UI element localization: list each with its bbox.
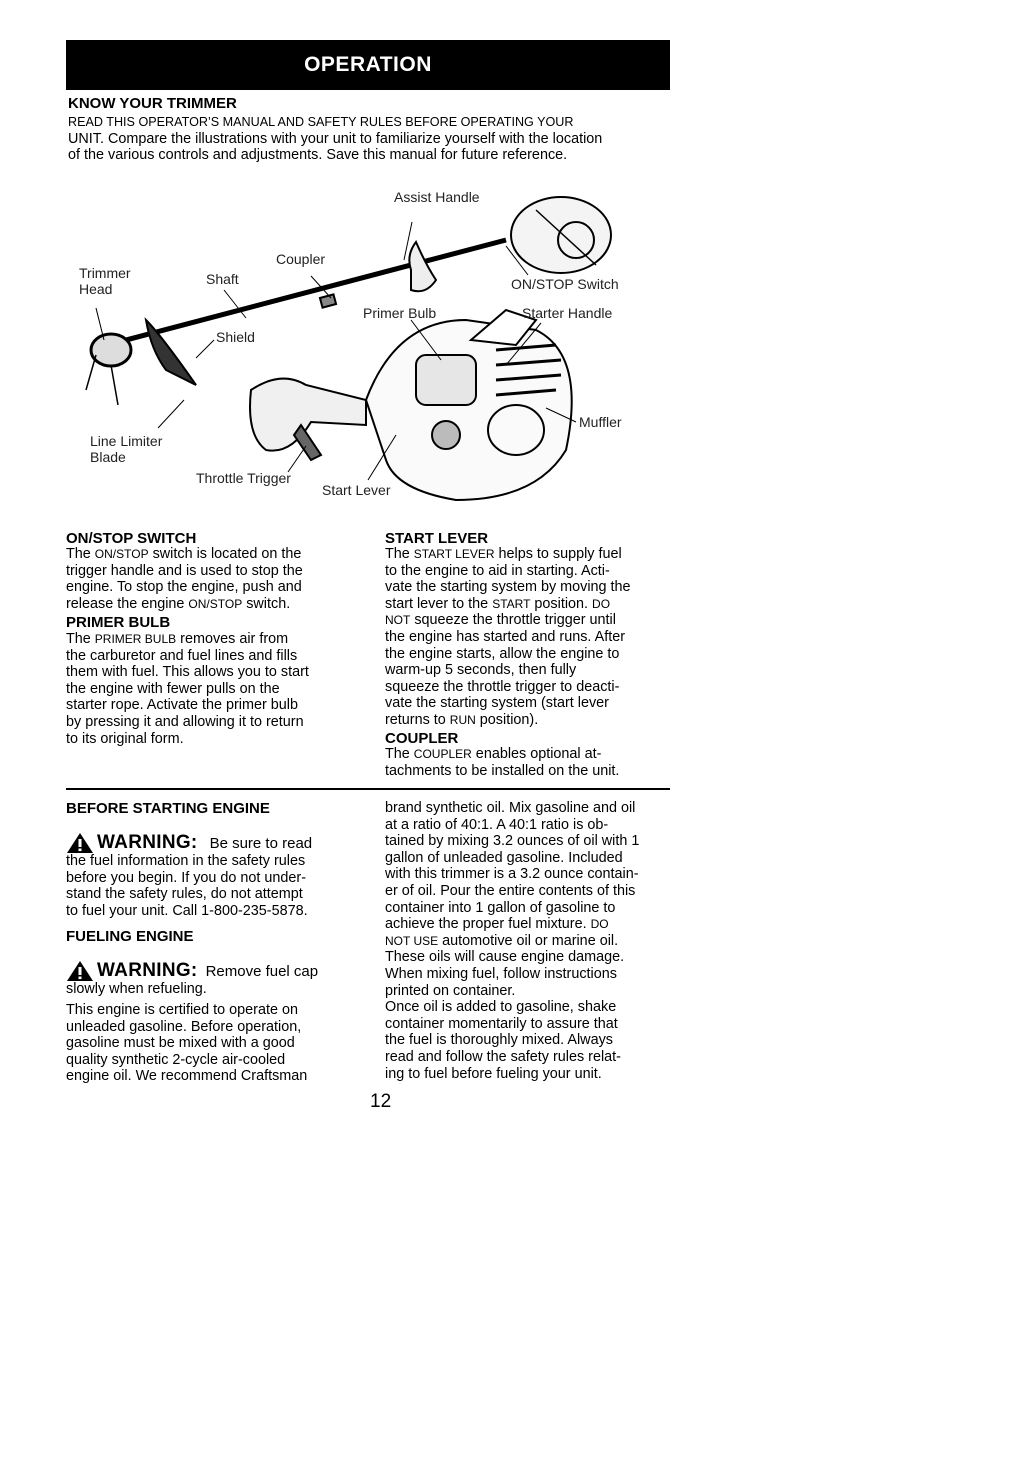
section-title: OPERATION (304, 53, 432, 76)
warning-icon (66, 832, 94, 854)
before-warning (66, 832, 312, 854)
label-coupler: Coupler (276, 251, 326, 267)
text-line: er of oil. Pour the entire contents of this (385, 882, 636, 899)
warning-text: Remove fuel cap (205, 962, 319, 980)
small-caps-term: START (492, 596, 531, 611)
text-line: read and follow the safety rules relat- (385, 1048, 621, 1065)
text-line: container into 1 gallon of gasoline to (385, 899, 616, 916)
text-line: Once oil is added to gasoline, shake (385, 999, 617, 1016)
small-caps-term: ON/STOP (94, 547, 149, 561)
small-caps-term: ON/STOP (188, 596, 243, 611)
text-line: gasoline must be mixed with a good (66, 1035, 295, 1052)
text-line: engine oil. We recommend Craftsman (66, 1068, 308, 1085)
text-line: achieve the proper fuel mixture. DO (385, 916, 609, 933)
fueling-warning-continued (66, 981, 366, 998)
label-throttle-trigger: Throttle Trigger (196, 470, 291, 486)
label-trimmer-head-line2: Head (79, 281, 113, 297)
warning-text: Be sure to read (209, 834, 313, 852)
text-line: vate the starting system by moving the (385, 579, 631, 596)
before-text (66, 853, 366, 919)
text-line: slowly when refueling. (66, 981, 207, 997)
small-caps-term: RUN (449, 712, 476, 727)
text-line: trigger handle and is used to stop the (66, 562, 303, 579)
text-line: squeeze the throttle trigger to deacti- (385, 678, 620, 695)
text-line: vate the starting system (start lever (385, 695, 609, 712)
label-onstop-switch: ON/STOP Switch (511, 276, 619, 292)
start-lever-text (385, 546, 685, 729)
text-line: The COUPLER enables optional at- (385, 746, 602, 762)
text-line: to the engine to aid in starting. Acti- (385, 562, 610, 579)
coupler-text (385, 746, 685, 779)
text-line: with this trimmer is a 3.2 ounce contain- (385, 866, 639, 883)
text-line: engine. To stop the engine, push and (66, 579, 302, 596)
text-line: before you begin. If you do not under- (66, 869, 307, 886)
text-line: tachments to be installed on the unit. (385, 762, 620, 779)
know-heading: KNOW YOUR TRIMMER (68, 95, 237, 112)
label-trimmer-head-line1: Trimmer (79, 265, 131, 281)
warning-label: WARNING: (97, 960, 198, 981)
fuel-mix-text (385, 800, 685, 1082)
text-line: to its original form. (66, 730, 184, 747)
onstop-heading: ON/STOP SWITCH (66, 530, 197, 547)
primer-text (66, 631, 366, 747)
text-line: gallon of unleaded gasoline. Included (385, 849, 623, 866)
text-line: the engine has started and runs. After (385, 628, 626, 645)
label-muffler: Muffler (579, 414, 622, 430)
text-line: container momentarily to assure that (385, 1015, 618, 1032)
small-caps-term: NOT USE (385, 933, 439, 948)
know-line: of the various controls and adjustments. Save this manual for future reference. (68, 147, 568, 164)
text-line: The START LEVER helps to supply fuel (385, 546, 622, 562)
text-line: These oils will cause engine damage. (385, 949, 625, 966)
page-number: 12 (370, 1091, 392, 1112)
text-line: to fuel your unit. Call 1-800-235-5878. (66, 902, 308, 919)
fueling-text (66, 1002, 366, 1085)
text-line: quality synthetic 2-cycle air-cooled (66, 1051, 286, 1068)
text-line: at a ratio of 40:1. A 40:1 ratio is ob- (385, 816, 609, 833)
text-line: unleaded gasoline. Before operation, (66, 1018, 302, 1035)
fueling-heading: FUELING ENGINE (66, 928, 194, 945)
start-lever-heading: START LEVER (385, 530, 489, 547)
text-line: the engine with fewer pulls on the (66, 680, 280, 697)
label-line-limiter: Line Limiter (90, 433, 163, 449)
small-caps-term: DO (592, 596, 611, 611)
label-primer-bulb: Primer Bulb (363, 305, 437, 321)
text-line: NOT USE automotive oil or marine oil. (385, 932, 619, 949)
text-line: the fuel is thoroughly mixed. Always (385, 1032, 613, 1049)
small-caps-term: DO (590, 917, 609, 932)
text-line: the fuel information in the safety rules (66, 853, 306, 869)
text-line: printed on container. (385, 982, 516, 999)
know-line: UNIT. Compare the illustrations with your unit to familiarize yourself with the location (68, 130, 603, 147)
text-line: ing to fuel before fueling your unit. (385, 1065, 602, 1082)
text-line: returns to RUN position). (385, 711, 539, 728)
text-line: tained by mixing 3.2 ounces of oil with 1 (385, 833, 640, 850)
text-line: stand the safety rules, do not attempt (66, 886, 303, 903)
text-line: them with fuel. This allows you to start (66, 664, 309, 681)
text-line: The ON/STOP switch is located on the (66, 546, 302, 562)
small-caps-term: COUPLER (413, 747, 472, 761)
know-line: READ THIS OPERATOR’S MANUAL AND SAFETY RULES BEFORE OPERATING YOUR (68, 115, 574, 129)
text-line: by pressing it and allowing it to return (66, 713, 304, 730)
onstop-text (66, 546, 366, 612)
label-shield: Shield (216, 329, 255, 345)
label-blade: Blade (90, 449, 126, 465)
before-heading: BEFORE STARTING ENGINE (66, 800, 270, 817)
trimmer-illustration (86, 197, 611, 500)
section-divider (66, 788, 670, 790)
text-line: This engine is certified to operate on (66, 1002, 298, 1018)
label-assist-handle: Assist Handle (394, 189, 480, 205)
primer-heading: PRIMER BULB (66, 614, 171, 631)
small-caps-term: NOT (385, 613, 411, 628)
warning-label: WARNING: (97, 832, 198, 853)
text-line: start lever to the START position. DO (385, 595, 611, 612)
text-line: The PRIMER BULB removes air from (66, 631, 289, 647)
label-start-lever: Start Lever (322, 482, 391, 498)
small-caps-term: START LEVER (413, 547, 495, 561)
text-line: When mixing fuel, follow instructions (385, 965, 617, 982)
know-text (68, 114, 678, 164)
text-line: the engine starts, allow the engine to (385, 645, 620, 662)
label-shaft: Shaft (206, 271, 239, 287)
text-line: NOT squeeze the throttle trigger until (385, 612, 616, 629)
text-line: brand synthetic oil. Mix gasoline and oil (385, 800, 636, 816)
text-line: starter rope. Activate the primer bulb (66, 697, 298, 714)
text-line: release the engine ON/STOP switch. (66, 595, 291, 612)
coupler-heading: COUPLER (385, 730, 459, 747)
text-line: the carburetor and fuel lines and fills (66, 647, 298, 664)
small-caps-term: PRIMER BULB (94, 632, 177, 646)
label-starter-handle: Starter Handle (522, 305, 613, 321)
trimmer-diagram (66, 180, 670, 520)
warning-icon (66, 960, 94, 982)
text-line: warm-up 5 seconds, then fully (385, 662, 577, 679)
section-header-bar (66, 40, 670, 90)
fueling-warning (66, 960, 318, 982)
